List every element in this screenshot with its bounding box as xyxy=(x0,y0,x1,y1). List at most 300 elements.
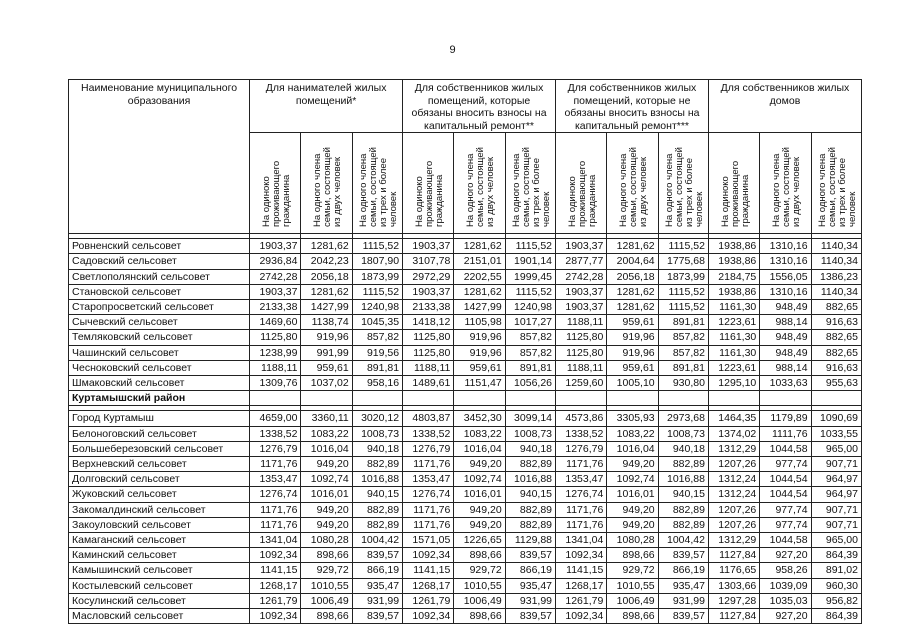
value-cell: 1903,37 xyxy=(556,284,607,299)
value-cell: 1125,80 xyxy=(556,330,607,345)
value-cell: 1261,79 xyxy=(250,593,301,608)
value-cell: 1092,74 xyxy=(454,472,505,487)
value-cell: 1115,52 xyxy=(658,300,708,315)
value-cell: 935,47 xyxy=(352,578,402,593)
subheader-cell xyxy=(301,133,352,234)
table-row xyxy=(69,472,862,487)
value-cell: 1140,34 xyxy=(811,254,861,269)
value-cell: 1127,84 xyxy=(708,609,759,624)
empty-cell xyxy=(556,391,607,406)
value-cell: 919,96 xyxy=(454,330,505,345)
subheader-cell xyxy=(556,133,607,234)
value-cell: 1353,47 xyxy=(403,472,454,487)
table-row xyxy=(69,563,862,578)
value-cell: 977,74 xyxy=(760,502,811,517)
value-cell: 1141,15 xyxy=(556,563,607,578)
value-cell: 1341,04 xyxy=(556,533,607,548)
value-cell: 1010,55 xyxy=(301,578,352,593)
table-row xyxy=(69,254,862,269)
table-row xyxy=(69,517,862,532)
table-row xyxy=(69,376,862,391)
value-cell: 948,49 xyxy=(760,330,811,345)
value-cell: 949,20 xyxy=(454,502,505,517)
value-cell: 898,66 xyxy=(607,548,658,563)
value-cell: 949,20 xyxy=(454,457,505,472)
value-cell: 1223,61 xyxy=(708,315,759,330)
value-cell: 1295,10 xyxy=(708,376,759,391)
value-cell: 929,72 xyxy=(454,563,505,578)
value-cell: 1138,74 xyxy=(301,315,352,330)
value-cell: 1903,37 xyxy=(403,239,454,254)
value-cell: 898,66 xyxy=(607,609,658,624)
value-cell: 956,82 xyxy=(811,593,861,608)
header-row-groups xyxy=(69,80,862,133)
header-name-column: Наименование муниципального образования xyxy=(69,80,250,234)
value-cell: 2184,75 xyxy=(708,269,759,284)
value-cell: 1176,65 xyxy=(708,563,759,578)
table-row xyxy=(69,239,862,254)
header-group-owners-no-capital-repair: Для собственников жилых помещений, которые не обязаны вносить взносы на капитальный ремонт*** xyxy=(556,80,709,133)
value-cell: 882,89 xyxy=(505,517,555,532)
subheader-cell xyxy=(403,133,454,234)
subheader-cell xyxy=(352,133,402,234)
value-cell: 1044,58 xyxy=(760,441,811,456)
municipality-name: Большеберезовский сельсовет xyxy=(69,441,250,456)
value-cell: 2056,18 xyxy=(301,269,352,284)
value-cell: 2042,23 xyxy=(301,254,352,269)
value-cell: 1033,63 xyxy=(760,376,811,391)
subheader-label: На одного члена семьи, состоящей из двух человек xyxy=(617,147,649,227)
value-cell: 1171,76 xyxy=(556,502,607,517)
value-cell: 2056,18 xyxy=(607,269,658,284)
value-cell: 949,20 xyxy=(607,517,658,532)
value-cell: 1427,99 xyxy=(454,300,505,315)
value-cell: 891,81 xyxy=(658,315,708,330)
value-cell: 919,96 xyxy=(454,345,505,360)
value-cell: 1010,55 xyxy=(607,578,658,593)
value-cell: 1188,11 xyxy=(403,360,454,375)
value-cell: 1807,90 xyxy=(352,254,402,269)
value-cell: 1261,79 xyxy=(403,593,454,608)
value-cell: 3360,11 xyxy=(301,411,352,426)
municipality-name: Долговский сельсовет xyxy=(69,472,250,487)
value-cell: 1281,62 xyxy=(607,284,658,299)
value-cell: 1125,80 xyxy=(403,330,454,345)
value-cell: 1037,02 xyxy=(301,376,352,391)
subheader-cell xyxy=(811,133,861,234)
value-cell: 1571,05 xyxy=(403,533,454,548)
value-cell: 965,00 xyxy=(811,441,861,456)
value-cell: 882,89 xyxy=(658,517,708,532)
value-cell: 1903,37 xyxy=(556,239,607,254)
municipality-name: Масловский сельсовет xyxy=(69,609,250,624)
value-cell: 1044,58 xyxy=(760,533,811,548)
page-number: 9 xyxy=(449,44,456,56)
subheader-cell xyxy=(454,133,505,234)
value-cell: 1353,47 xyxy=(250,472,301,487)
value-cell: 2742,28 xyxy=(556,269,607,284)
value-cell: 1115,52 xyxy=(505,239,555,254)
value-cell: 977,74 xyxy=(760,517,811,532)
value-cell: 1141,15 xyxy=(250,563,301,578)
value-cell: 1140,34 xyxy=(811,239,861,254)
value-cell: 949,20 xyxy=(301,517,352,532)
value-cell: 1016,04 xyxy=(607,441,658,456)
value-cell: 1312,24 xyxy=(708,487,759,502)
value-cell: 1268,17 xyxy=(250,578,301,593)
value-cell: 898,66 xyxy=(454,609,505,624)
empty-cell xyxy=(658,391,708,406)
subheader-label: На одного члена семьи, состоящей из трех и более человек xyxy=(510,147,552,227)
value-cell: 1080,28 xyxy=(607,533,658,548)
municipality-name: Камышинский сельсовет xyxy=(69,563,250,578)
value-cell: 866,19 xyxy=(352,563,402,578)
value-cell: 2973,68 xyxy=(658,411,708,426)
value-cell: 949,20 xyxy=(607,502,658,517)
table-row xyxy=(69,426,862,441)
subheader-label: На одного члена семьи, состоящей из двух человек xyxy=(312,147,344,227)
municipality-name: Светлополянский сельсовет xyxy=(69,269,250,284)
value-cell: 1240,98 xyxy=(505,300,555,315)
value-cell: 866,19 xyxy=(658,563,708,578)
value-cell: 1092,34 xyxy=(556,609,607,624)
value-cell: 1310,16 xyxy=(760,239,811,254)
value-cell: 949,20 xyxy=(454,517,505,532)
value-cell: 3020,12 xyxy=(352,411,402,426)
value-cell: 1016,01 xyxy=(607,487,658,502)
value-cell: 931,99 xyxy=(658,593,708,608)
value-cell: 1427,99 xyxy=(301,300,352,315)
table-row xyxy=(69,300,862,315)
value-cell: 1276,79 xyxy=(403,441,454,456)
value-cell: 1016,88 xyxy=(505,472,555,487)
value-cell: 1281,62 xyxy=(607,239,658,254)
value-cell: 964,97 xyxy=(811,472,861,487)
municipality-name: Становской сельсовет xyxy=(69,284,250,299)
value-cell: 1115,52 xyxy=(658,239,708,254)
value-cell: 1188,11 xyxy=(556,315,607,330)
value-cell: 1276,74 xyxy=(403,487,454,502)
value-cell: 1004,42 xyxy=(352,533,402,548)
value-cell: 2972,29 xyxy=(403,269,454,284)
value-cell: 919,56 xyxy=(352,345,402,360)
value-cell: 4659,00 xyxy=(250,411,301,426)
value-cell: 1016,88 xyxy=(658,472,708,487)
value-cell: 1161,30 xyxy=(708,330,759,345)
value-cell: 958,26 xyxy=(760,563,811,578)
value-cell: 931,99 xyxy=(352,593,402,608)
value-cell: 891,81 xyxy=(658,360,708,375)
value-cell: 839,57 xyxy=(505,609,555,624)
value-cell: 1171,76 xyxy=(556,457,607,472)
value-cell: 891,81 xyxy=(505,360,555,375)
value-cell: 1171,76 xyxy=(556,517,607,532)
value-cell: 1008,73 xyxy=(658,426,708,441)
table-row xyxy=(69,360,862,375)
value-cell: 1240,98 xyxy=(352,300,402,315)
value-cell: 1188,11 xyxy=(556,360,607,375)
value-cell: 959,61 xyxy=(454,360,505,375)
value-cell: 991,99 xyxy=(301,345,352,360)
subheader-label: На одного члена семьи, состоящей из трех и более человек xyxy=(663,147,705,227)
header-group-tenants: Для нанимателей жилых помещений* xyxy=(250,80,403,133)
table-row xyxy=(69,487,862,502)
value-cell: 1127,84 xyxy=(708,548,759,563)
value-cell: 1016,01 xyxy=(454,487,505,502)
value-cell: 927,20 xyxy=(760,609,811,624)
value-cell: 1125,80 xyxy=(556,345,607,360)
value-cell: 1179,89 xyxy=(760,411,811,426)
value-cell: 1276,74 xyxy=(556,487,607,502)
empty-cell xyxy=(607,391,658,406)
value-cell: 1044,54 xyxy=(760,487,811,502)
value-cell: 1901,14 xyxy=(505,254,555,269)
value-cell: 1016,88 xyxy=(352,472,402,487)
value-cell: 1999,45 xyxy=(505,269,555,284)
value-cell: 1151,47 xyxy=(454,376,505,391)
value-cell: 1016,01 xyxy=(301,487,352,502)
value-cell: 940,18 xyxy=(658,441,708,456)
municipality-name: Костылевский сельсовет xyxy=(69,578,250,593)
value-cell: 959,61 xyxy=(607,360,658,375)
value-cell: 4573,86 xyxy=(556,411,607,426)
value-cell: 882,89 xyxy=(352,502,402,517)
value-cell: 1903,37 xyxy=(556,300,607,315)
value-cell: 965,00 xyxy=(811,533,861,548)
value-cell: 919,96 xyxy=(607,330,658,345)
municipality-name: Камаганский сельсовет xyxy=(69,533,250,548)
value-cell: 864,39 xyxy=(811,609,861,624)
value-cell: 898,66 xyxy=(301,548,352,563)
value-cell: 931,99 xyxy=(505,593,555,608)
value-cell: 1281,62 xyxy=(454,284,505,299)
municipality-name: Жуковский сельсовет xyxy=(69,487,250,502)
value-cell: 955,63 xyxy=(811,376,861,391)
value-cell: 940,18 xyxy=(505,441,555,456)
value-cell: 1873,99 xyxy=(658,269,708,284)
value-cell: 839,57 xyxy=(352,548,402,563)
value-cell: 1006,49 xyxy=(454,593,505,608)
value-cell: 1016,04 xyxy=(454,441,505,456)
value-cell: 959,61 xyxy=(607,315,658,330)
value-cell: 1938,86 xyxy=(708,254,759,269)
table-body xyxy=(69,234,862,624)
value-cell: 857,82 xyxy=(352,330,402,345)
municipality-name: Город Куртамыш xyxy=(69,411,250,426)
value-cell: 2877,77 xyxy=(556,254,607,269)
value-cell: 907,71 xyxy=(811,457,861,472)
value-cell: 2202,55 xyxy=(454,269,505,284)
value-cell: 964,97 xyxy=(811,487,861,502)
value-cell: 960,30 xyxy=(811,578,861,593)
empty-cell xyxy=(250,391,301,406)
value-cell: 882,65 xyxy=(811,345,861,360)
value-cell: 1556,05 xyxy=(760,269,811,284)
subheader-label: На одного члена семьи, состоящей из трех и более человек xyxy=(816,147,858,227)
subheader-cell xyxy=(505,133,555,234)
subheader-cell xyxy=(708,133,759,234)
value-cell: 882,65 xyxy=(811,330,861,345)
value-cell: 949,20 xyxy=(301,457,352,472)
value-cell: 1276,74 xyxy=(250,487,301,502)
value-cell: 1775,68 xyxy=(658,254,708,269)
value-cell: 1171,76 xyxy=(250,457,301,472)
subheader-label: На одиноко проживающего гражданина xyxy=(260,160,292,227)
subheader-cell xyxy=(250,133,301,234)
value-cell: 1140,34 xyxy=(811,284,861,299)
empty-cell xyxy=(352,391,402,406)
municipality-name: Верхневский сельсовет xyxy=(69,457,250,472)
value-cell: 3099,14 xyxy=(505,411,555,426)
value-cell: 1161,30 xyxy=(708,345,759,360)
table-row xyxy=(69,578,862,593)
value-cell: 866,19 xyxy=(505,563,555,578)
value-cell: 1008,73 xyxy=(505,426,555,441)
subheader-label: На одиноко проживающего гражданина xyxy=(719,160,751,227)
value-cell: 1259,60 xyxy=(556,376,607,391)
value-cell: 2133,38 xyxy=(403,300,454,315)
table-row xyxy=(69,457,862,472)
value-cell: 1386,23 xyxy=(811,269,861,284)
value-cell: 1004,42 xyxy=(658,533,708,548)
value-cell: 1207,26 xyxy=(708,517,759,532)
value-cell: 1188,11 xyxy=(250,360,301,375)
district-name: Куртамышский район xyxy=(69,391,250,406)
table-row xyxy=(69,345,862,360)
value-cell: 1341,04 xyxy=(250,533,301,548)
municipality-name: Шмаковский сельсовет xyxy=(69,376,250,391)
value-cell: 2133,38 xyxy=(250,300,301,315)
table-row xyxy=(69,533,862,548)
value-cell: 1111,76 xyxy=(760,426,811,441)
value-cell: 1045,35 xyxy=(352,315,402,330)
value-cell: 948,49 xyxy=(760,300,811,315)
subheader-label: На одиноко проживающего гражданина xyxy=(413,160,445,227)
value-cell: 1044,54 xyxy=(760,472,811,487)
value-cell: 1268,17 xyxy=(403,578,454,593)
value-cell: 1161,30 xyxy=(708,300,759,315)
subheader-cell xyxy=(607,133,658,234)
value-cell: 1092,34 xyxy=(250,548,301,563)
value-cell: 1125,80 xyxy=(403,345,454,360)
value-cell: 948,49 xyxy=(760,345,811,360)
value-cell: 1171,76 xyxy=(250,517,301,532)
municipality-name: Старопросветский сельсовет xyxy=(69,300,250,315)
value-cell: 882,89 xyxy=(352,457,402,472)
value-cell: 949,20 xyxy=(301,502,352,517)
value-cell: 1938,86 xyxy=(708,239,759,254)
value-cell: 3452,30 xyxy=(454,411,505,426)
municipality-name: Закомалдинский сельсовет xyxy=(69,502,250,517)
value-cell: 988,14 xyxy=(760,315,811,330)
value-cell: 1281,62 xyxy=(301,284,352,299)
value-cell: 1080,28 xyxy=(301,533,352,548)
table-row xyxy=(69,411,862,426)
value-cell: 1903,37 xyxy=(403,284,454,299)
value-cell: 1083,22 xyxy=(301,426,352,441)
value-cell: 1083,22 xyxy=(607,426,658,441)
value-cell: 898,66 xyxy=(454,548,505,563)
value-cell: 1223,61 xyxy=(708,360,759,375)
municipality-name: Темляковский сельсовет xyxy=(69,330,250,345)
value-cell: 1226,65 xyxy=(454,533,505,548)
municipality-name: Ровненский сельсовет xyxy=(69,239,250,254)
header-group-house-owners: Для собственников жилых домов xyxy=(708,80,861,133)
value-cell: 857,82 xyxy=(505,345,555,360)
value-cell: 1281,62 xyxy=(607,300,658,315)
value-cell: 882,65 xyxy=(811,300,861,315)
value-cell: 2742,28 xyxy=(250,269,301,284)
municipality-name: Чесноковский сельсовет xyxy=(69,360,250,375)
value-cell: 1276,79 xyxy=(250,441,301,456)
municipality-name: Сычевский сельсовет xyxy=(69,315,250,330)
subheader-cell xyxy=(658,133,708,234)
value-cell: 1141,15 xyxy=(403,563,454,578)
value-cell: 1207,26 xyxy=(708,502,759,517)
value-cell: 1035,03 xyxy=(760,593,811,608)
value-cell: 2151,01 xyxy=(454,254,505,269)
value-cell: 935,47 xyxy=(505,578,555,593)
value-cell: 2936,84 xyxy=(250,254,301,269)
value-cell: 919,96 xyxy=(607,345,658,360)
table-row xyxy=(69,315,862,330)
value-cell: 1092,34 xyxy=(403,548,454,563)
value-cell: 1338,52 xyxy=(403,426,454,441)
subheader-cell xyxy=(760,133,811,234)
value-cell: 927,20 xyxy=(760,548,811,563)
value-cell: 1017,27 xyxy=(505,315,555,330)
empty-cell xyxy=(708,391,759,406)
table-row xyxy=(69,609,862,624)
municipality-name: Чашинский сельсовет xyxy=(69,345,250,360)
value-cell: 1056,26 xyxy=(505,376,555,391)
value-cell: 1297,28 xyxy=(708,593,759,608)
value-cell: 930,80 xyxy=(658,376,708,391)
value-cell: 1489,61 xyxy=(403,376,454,391)
value-cell: 1469,60 xyxy=(250,315,301,330)
value-cell: 1281,62 xyxy=(454,239,505,254)
value-cell: 1207,26 xyxy=(708,457,759,472)
value-cell: 1092,34 xyxy=(556,548,607,563)
value-cell: 1039,09 xyxy=(760,578,811,593)
value-cell: 949,20 xyxy=(607,457,658,472)
empty-cell xyxy=(301,391,352,406)
value-cell: 898,66 xyxy=(301,609,352,624)
empty-cell xyxy=(760,391,811,406)
value-cell: 1092,34 xyxy=(250,609,301,624)
municipality-name: Закоуловский сельсовет xyxy=(69,517,250,532)
value-cell: 907,71 xyxy=(811,517,861,532)
value-cell: 1115,52 xyxy=(658,284,708,299)
value-cell: 958,16 xyxy=(352,376,402,391)
value-cell: 977,74 xyxy=(760,457,811,472)
district-row xyxy=(69,391,862,406)
empty-cell xyxy=(403,391,454,406)
value-cell: 1016,04 xyxy=(301,441,352,456)
value-cell: 857,82 xyxy=(658,345,708,360)
table-row xyxy=(69,548,862,563)
value-cell: 839,57 xyxy=(658,609,708,624)
value-cell: 929,72 xyxy=(607,563,658,578)
value-cell: 1092,34 xyxy=(403,609,454,624)
value-cell: 4803,87 xyxy=(403,411,454,426)
value-cell: 940,18 xyxy=(352,441,402,456)
value-cell: 1115,52 xyxy=(352,284,402,299)
subheader-label: На одного члена семьи, состоящей из трех и более человек xyxy=(357,147,399,227)
value-cell: 1903,37 xyxy=(250,284,301,299)
value-cell: 988,14 xyxy=(760,360,811,375)
value-cell: 839,57 xyxy=(505,548,555,563)
